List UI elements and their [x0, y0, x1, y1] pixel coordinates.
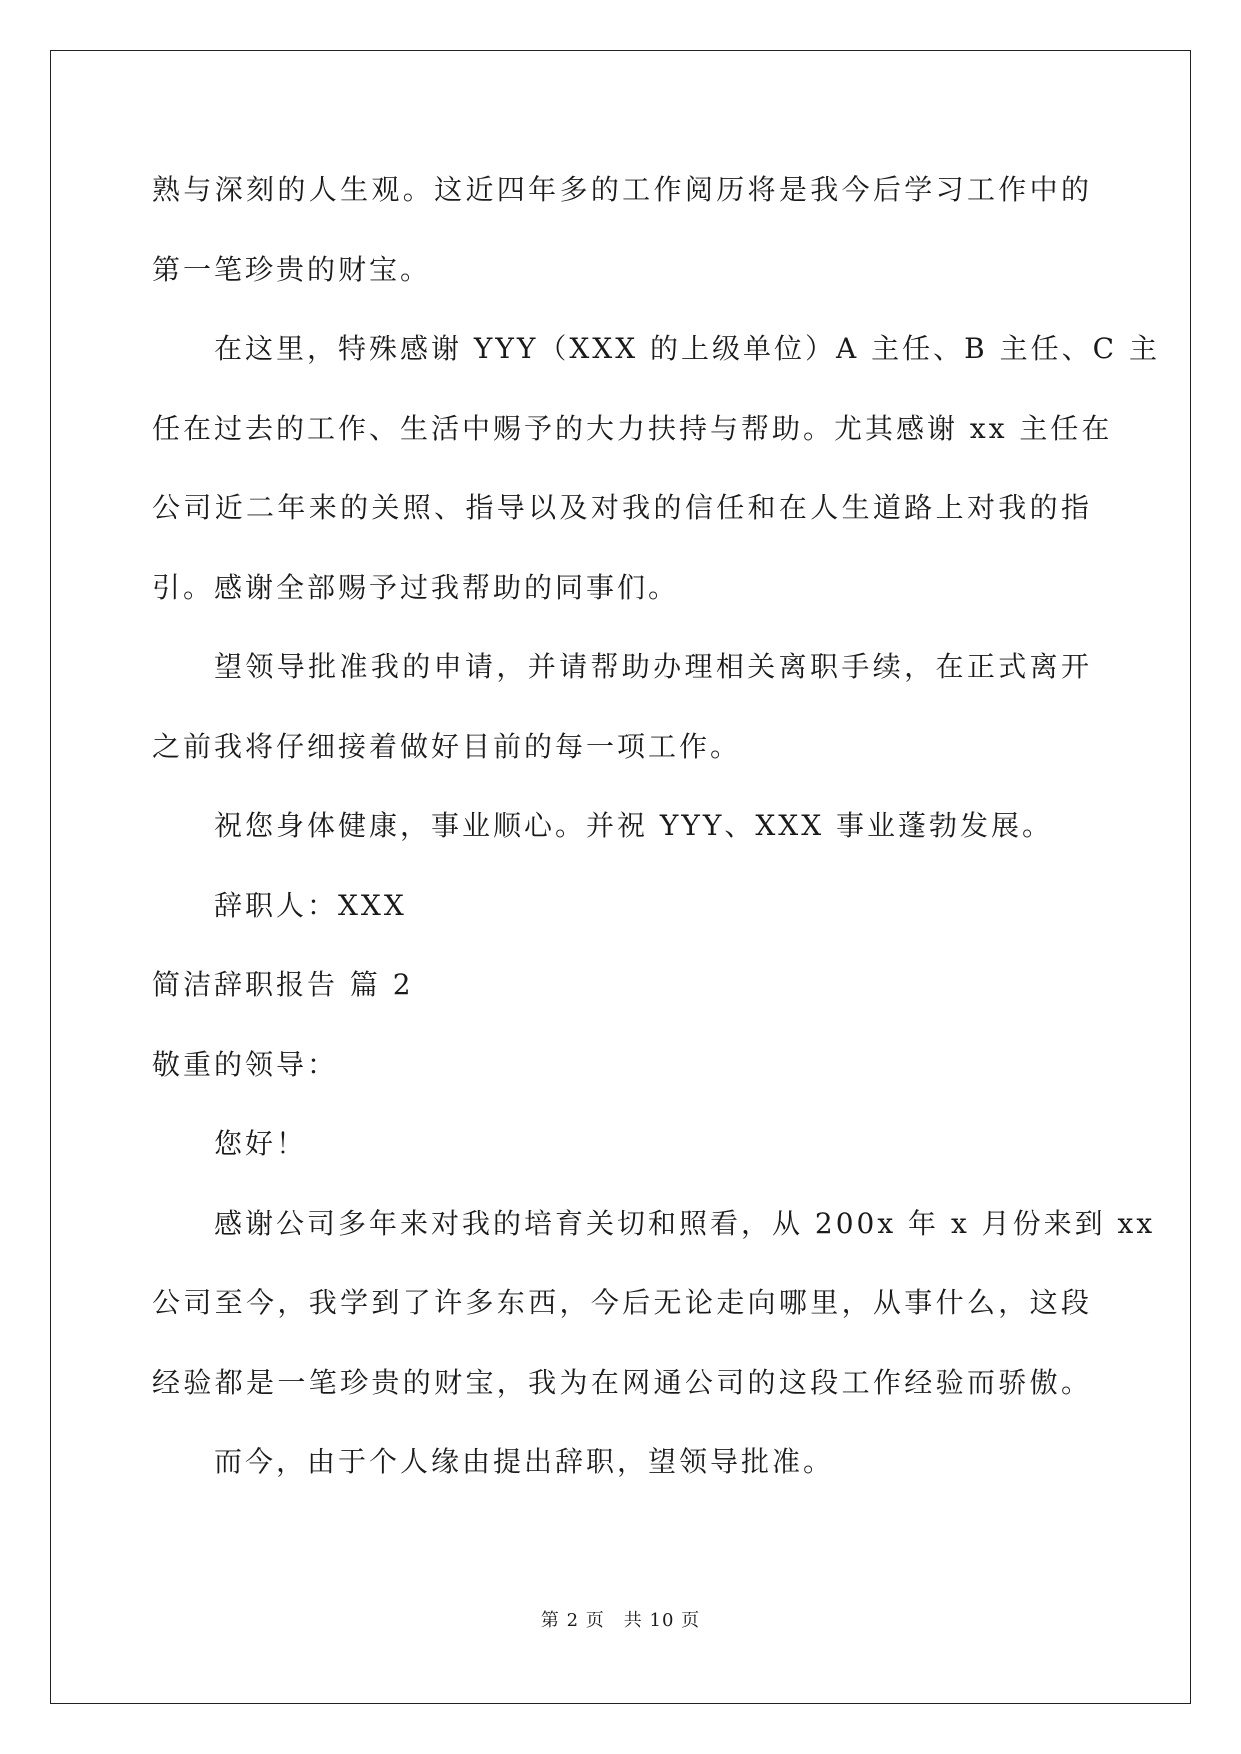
- paragraph-line: 第一笔珍贵的财宝。: [152, 252, 432, 286]
- paragraph-line: 在这里，特殊感谢 YYY（XXX 的上级单位）A 主任、B 主任、C 主: [214, 332, 1160, 365]
- section-heading: 简洁辞职报告 篇 2: [152, 968, 414, 1001]
- paragraph-line: 引。感谢全部赐予过我帮助的同事们。: [152, 570, 680, 604]
- greeting: 您好！: [214, 1127, 308, 1160]
- paragraph-line: 熟与深刻的人生观。这近四年多的工作阅历将是我今后学习工作中的: [152, 173, 1092, 206]
- paragraph-line: 望领导批准我的申请，并请帮助办理相关离职手续，在正式离开: [214, 650, 1092, 683]
- paragraph-line: 而今，由于个人缘由提出辞职，望领导批准。: [214, 1445, 835, 1478]
- paragraph-line: 之前我将仔细接着做好目前的每一项工作。: [152, 729, 742, 763]
- signature-line: 辞职人：XXX: [214, 888, 407, 922]
- paragraph-line: 经验都是一笔珍贵的财宝，我为在网通公司的这段工作经验而骄傲。: [152, 1365, 1092, 1399]
- paragraph-line: 公司近二年来的关照、指导以及对我的信任和在人生道路上对我的指: [152, 491, 1092, 524]
- salutation: 敬重的领导：: [152, 1047, 339, 1081]
- paragraph-line: 感谢公司多年来对我的培育关切和照看，从 200x 年 x 月份来到 xx: [214, 1206, 1156, 1240]
- paragraph-line: 祝您身体健康，事业顺心。并祝 YYY、XXX 事业蓬勃发展。: [214, 809, 1054, 842]
- page-number: 第 2 页 共 10 页: [540, 1610, 701, 1631]
- paragraph-line: 任在过去的工作、生活中赐予的大力扶持与帮助。尤其感谢 xx 主任在: [152, 411, 1113, 445]
- document-body: [152, 160, 1160, 1512]
- paragraph-line: 公司至今，我学到了许多东西，今后无论走向哪里，从事什么，这段: [152, 1286, 1092, 1319]
